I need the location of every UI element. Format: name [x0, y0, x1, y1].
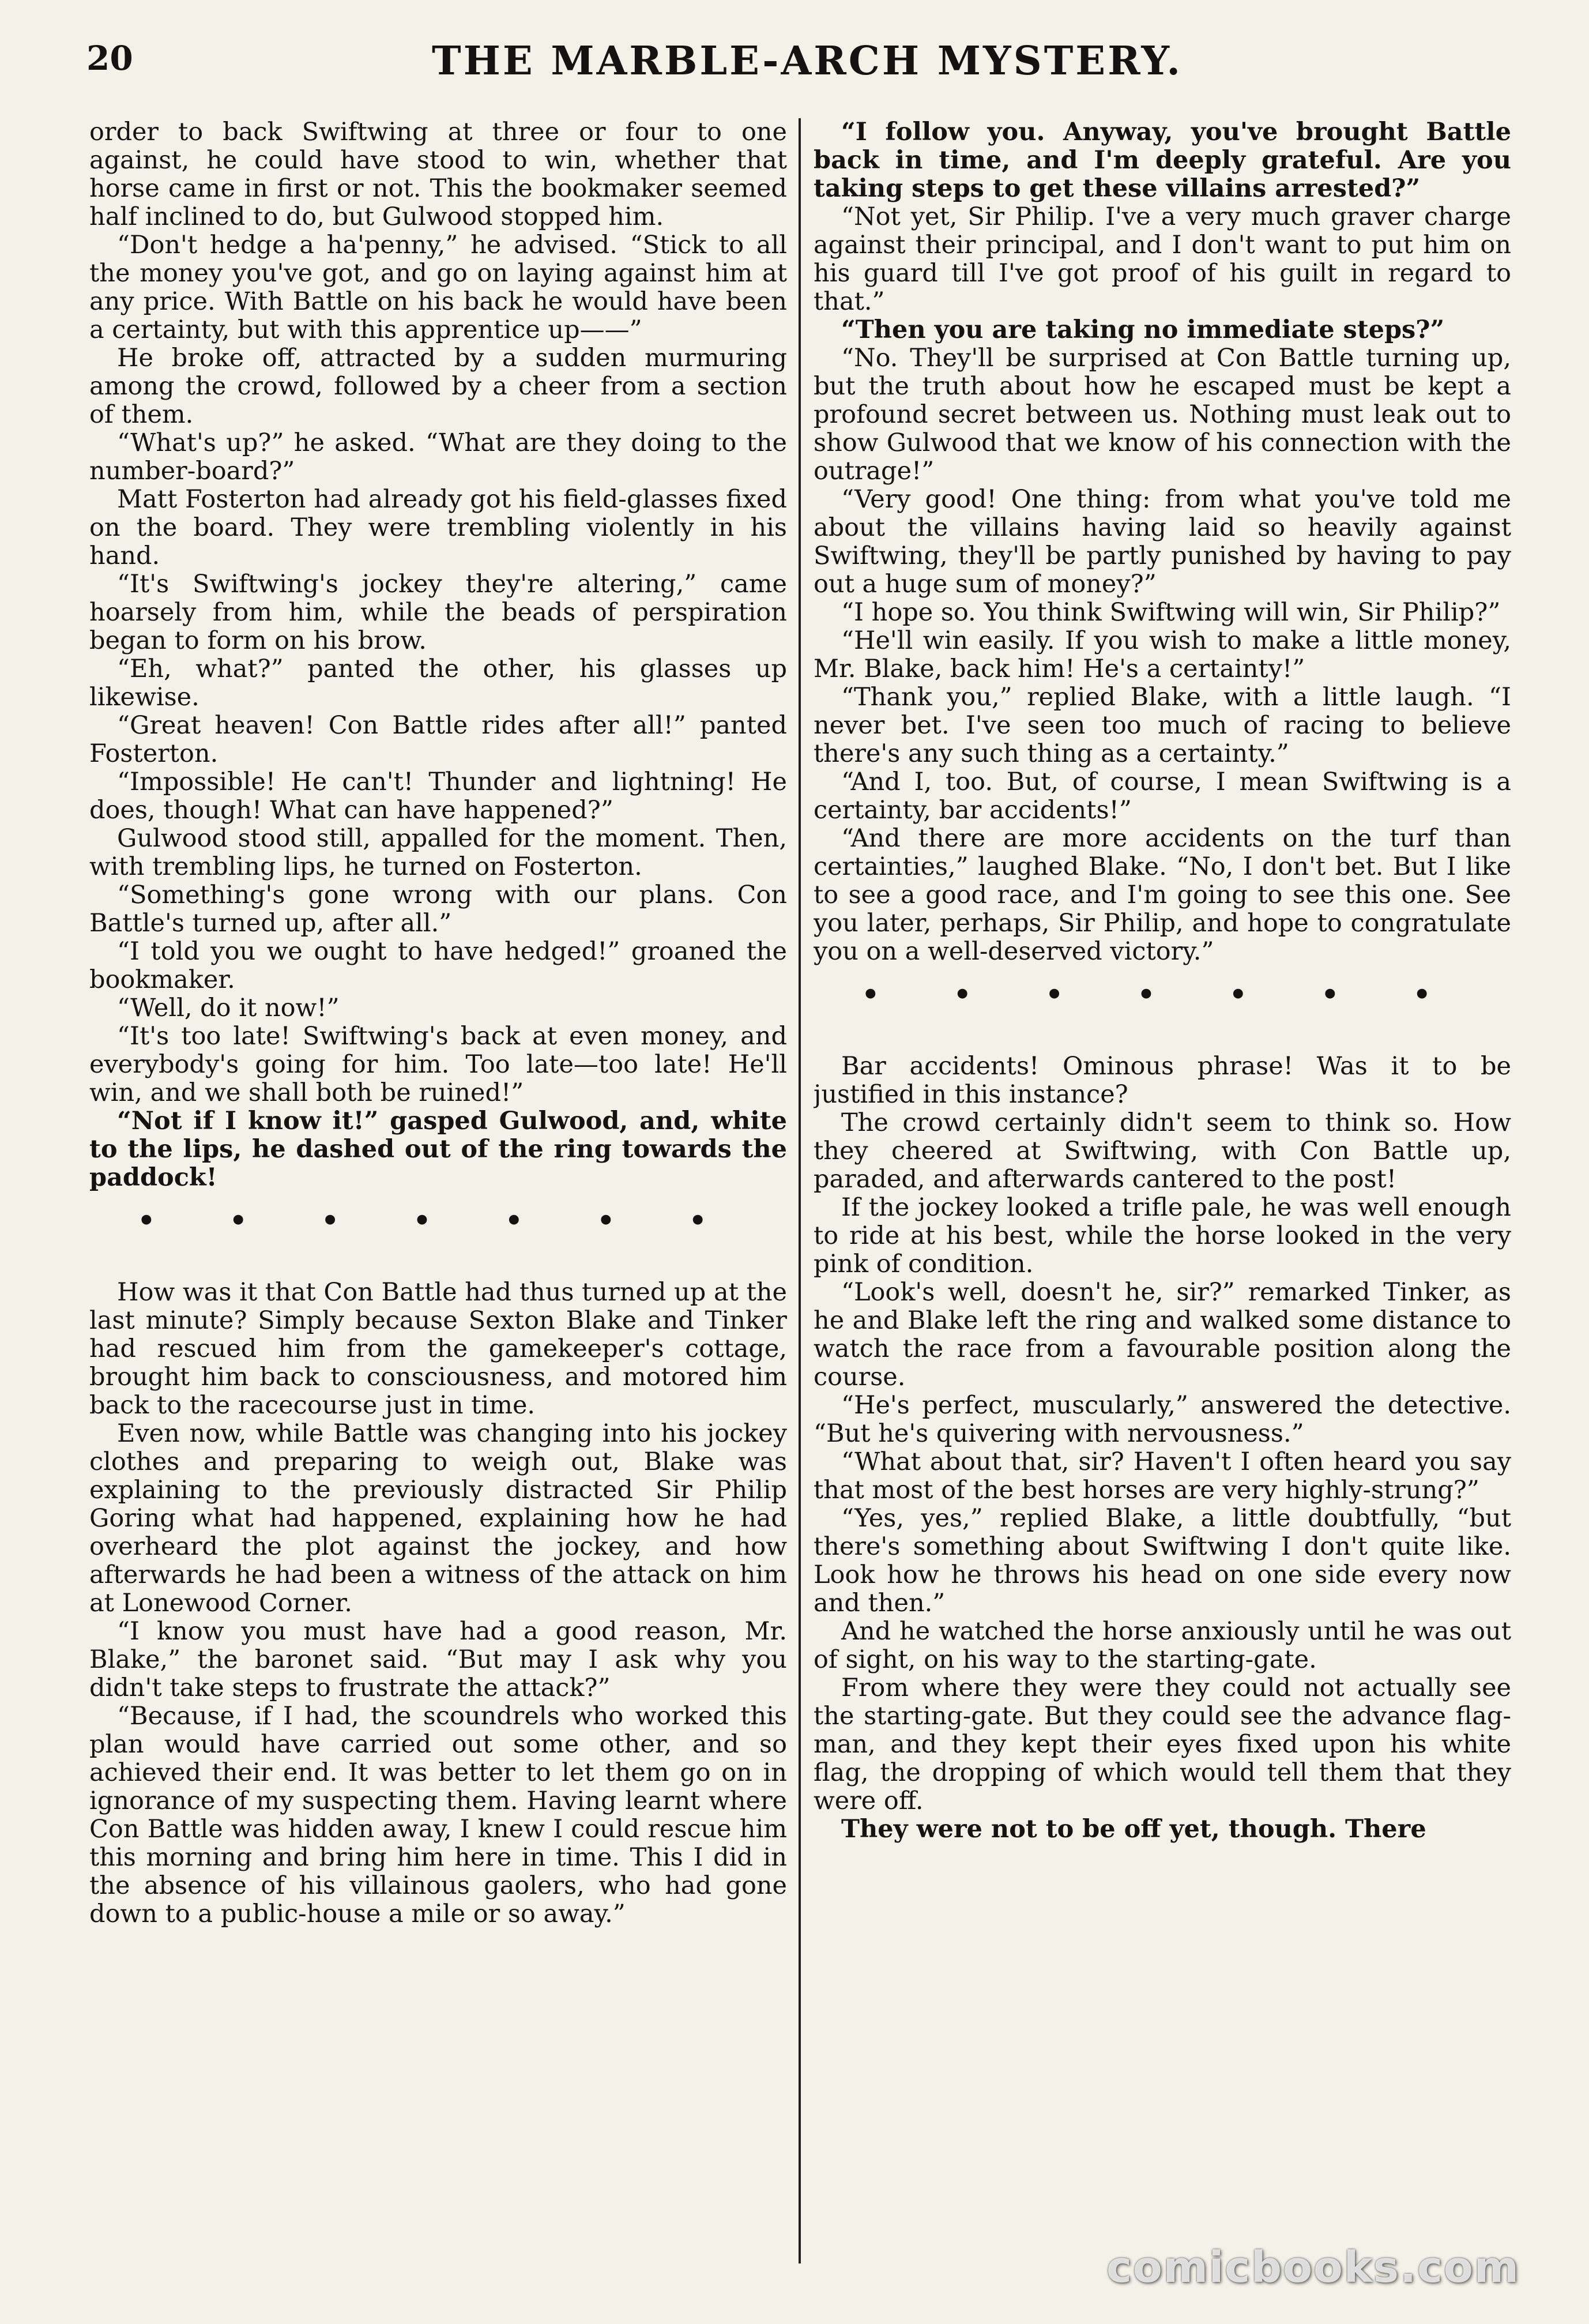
paragraph: “Because, if I had, the scoundrels who worked this plan would have carried out some other, and so achieved their end. It was better to let them go on in ignorance of my suspecting them. Having learnt where Con Battle was hidden away, I knew I could rescue him this morning and bring him here in time. This I did in the absence of his villainous gaolers, who had gone down to a public-house a mile or so away.”	[89, 1702, 787, 1928]
paragraph: And he watched the horse anxiously until he was out of sight, on his way to the starting-gate.	[814, 1617, 1511, 1674]
watermark: comicbooks.com	[1106, 2243, 1520, 2292]
paragraph: Even now, while Battle was changing into his jockey clothes and preparing to weigh out, Blake was explaining to the previously distracted Sir Philip Goring what had happened, explaining how he had overheard the plot against the jockey, and how afterwards he had been a witness of the attack on him at Lonewood Corner.	[89, 1419, 787, 1618]
paragraph: From where they were they could not actually see the starting-gate. But they could see the advance flag-man, and they kept their eyes fixed upon his white flag, the dropping of which would tell them that they were off.	[814, 1674, 1511, 1815]
paragraph: Bar accidents! Ominous phrase! Was it to be justified in this instance?	[814, 1052, 1511, 1109]
paragraph: “I follow you. Anyway, you've brought Battle back in time, and I'm deeply grateful. Are you taking steps to get these villains arrested?”	[814, 118, 1511, 203]
paragraph: “I hope so. You think Swiftwing will win, Sir Philip?”	[841, 598, 1501, 627]
text-columns	[89, 118, 1513, 2263]
paragraph: “No. They'll be surprised at Con Battle turning up, but the truth about how he escaped must be kept a profound secret between us. Nothing must leak out to show Gulwood that we know of his connection with the outrage!”	[814, 344, 1511, 486]
paragraph: “Something's gone wrong with our plans. Con Battle's turned up, after all.”	[89, 881, 787, 938]
paragraph: He broke off, attracted by a sudden murmuring among the crowd, followed by a cheer from a section of them.	[89, 344, 787, 429]
paragraph: “Impossible! He can't! Thunder and lightning! He does, though! What can have happened?”	[89, 768, 787, 825]
paragraph: order to back Swiftwing at three or four to one against, he could have stood to win, whether that horse came in first or not. This the bookmaker seemed half inclined to do, but Gulwood stopped him.	[89, 118, 787, 231]
paragraph: “What's up?” he asked. “What are they doing to the number-board?”	[89, 428, 787, 486]
paragraph: “Then you are taking no immediate steps?”	[841, 315, 1445, 344]
paragraph: “Very good! One thing: from what you've told me about the villains having laid so heavily against Swiftwing, they'll be partly punished by having to pay out a huge sum of money?”	[814, 485, 1511, 599]
page-number: 20	[86, 39, 133, 78]
paragraph: Matt Fosterton had already got his field-glasses fixed on the board. They were trembling violently in his hand.	[89, 485, 787, 570]
paragraph: “He's perfect, muscularly,” answered the detective. “But he's quivering with nervousness.”	[814, 1391, 1511, 1448]
paragraph: “Yes, yes,” replied Blake, a little doubtfully, “but there's something about Swiftwing I don't quite like. Look how he throws his head on one side every now and then.”	[814, 1504, 1511, 1618]
page-header	[86, 38, 1528, 116]
paragraph: “Eh, what?” panted the other, his glasses up likewise.	[89, 655, 787, 712]
paragraph: If the jockey looked a trifle pale, he was well enough to ride at his best, while the horse looked in the very pink of condition.	[814, 1193, 1511, 1278]
section-break: • • • • • • •	[137, 1205, 739, 1237]
paragraph: “I know you must have had a good reason, Mr. Blake,” the baronet said. “But may I ask why you didn't take steps to frustrate the attack?”	[89, 1617, 787, 1702]
paragraph: “Well, do it now!”	[117, 994, 340, 1022]
section-break: • • • • • • •	[861, 979, 1463, 1011]
paragraph: “Not if I know it!” gasped Gulwood, and, white to the lips, he dashed out of the ring towards the paddock!	[89, 1107, 787, 1192]
paragraph: “What about that, sir? Haven't I often heard you say that most of the best horses are very highly-strung?”	[814, 1447, 1511, 1505]
paragraph: They were not to be off yet, though. There	[841, 1815, 1426, 1844]
paragraph: “It's Swiftwing's jockey they're altering,” came hoarsely from him, while the beads of perspiration began to form on his brow.	[89, 570, 787, 655]
paragraph: “And there are more accidents on the turf than certainties,” laughed Blake. “No, I don't bet. But I like to see a good race, and I'm going to see this one. See you later, perhaps, Sir Philip, and hope to congratulate you on a well-deserved victory.”	[814, 824, 1511, 966]
paragraph: “Look's well, doesn't he, sir?” remarked Tinker, as he and Blake left the ring and walked some distance to watch the race from a favourable position along the course.	[814, 1278, 1511, 1392]
left-column	[89, 118, 787, 2263]
paragraph: “And I, too. But, of course, I mean Swiftwing is a certainty, bar accidents!”	[814, 768, 1511, 825]
column-divider	[799, 118, 801, 2263]
paragraph: “I told you we ought to have hedged!” groaned the bookmaker.	[89, 937, 787, 994]
paragraph: The crowd certainly didn't seem to think so. How they cheered at Swiftwing, with Con Battle up, paraded, and afterwards cantered to the post!	[814, 1108, 1511, 1194]
paragraph: “Don't hedge a ha'penny,” he advised. “Stick to all the money you've got, and go on laying against him at any price. With Battle on his back he would have been a certainty, but with this apprentice up——”	[89, 231, 787, 344]
paragraph: Gulwood stood still, appalled for the moment. Then, with trembling lips, he turned on Fosterton.	[89, 824, 787, 881]
paragraph: “It's too late! Swiftwing's back at even money, and everybody's going for him. Too late—too late! He'll win, and we shall both be ruined!”	[89, 1022, 787, 1107]
right-column	[814, 118, 1511, 2263]
running-title: THE MARBLE-ARCH MYSTERY.	[431, 38, 1183, 84]
paragraph: How was it that Con Battle had thus turned up at the last minute? Simply because Sexton Blake and Tinker had rescued him from the gamekeeper's cottage, brought him back to consciousness, and motored him back to the racecourse just in time.	[89, 1278, 787, 1420]
paragraph: “Not yet, Sir Philip. I've a very much graver charge against their principal, and I don't want to put him on his guard till I've got proof of his guilt in regard to that.”	[814, 202, 1511, 316]
paragraph: “Great heaven! Con Battle rides after all!” panted Fosterton.	[89, 711, 787, 768]
paragraph: “He'll win easily. If you wish to make a little money, Mr. Blake, back him! He's a certainty!”	[814, 626, 1511, 683]
paragraph: “Thank you,” replied Blake, with a little laugh. “I never bet. I've seen too much of racing to believe there's any such thing as a certainty.”	[814, 683, 1511, 768]
